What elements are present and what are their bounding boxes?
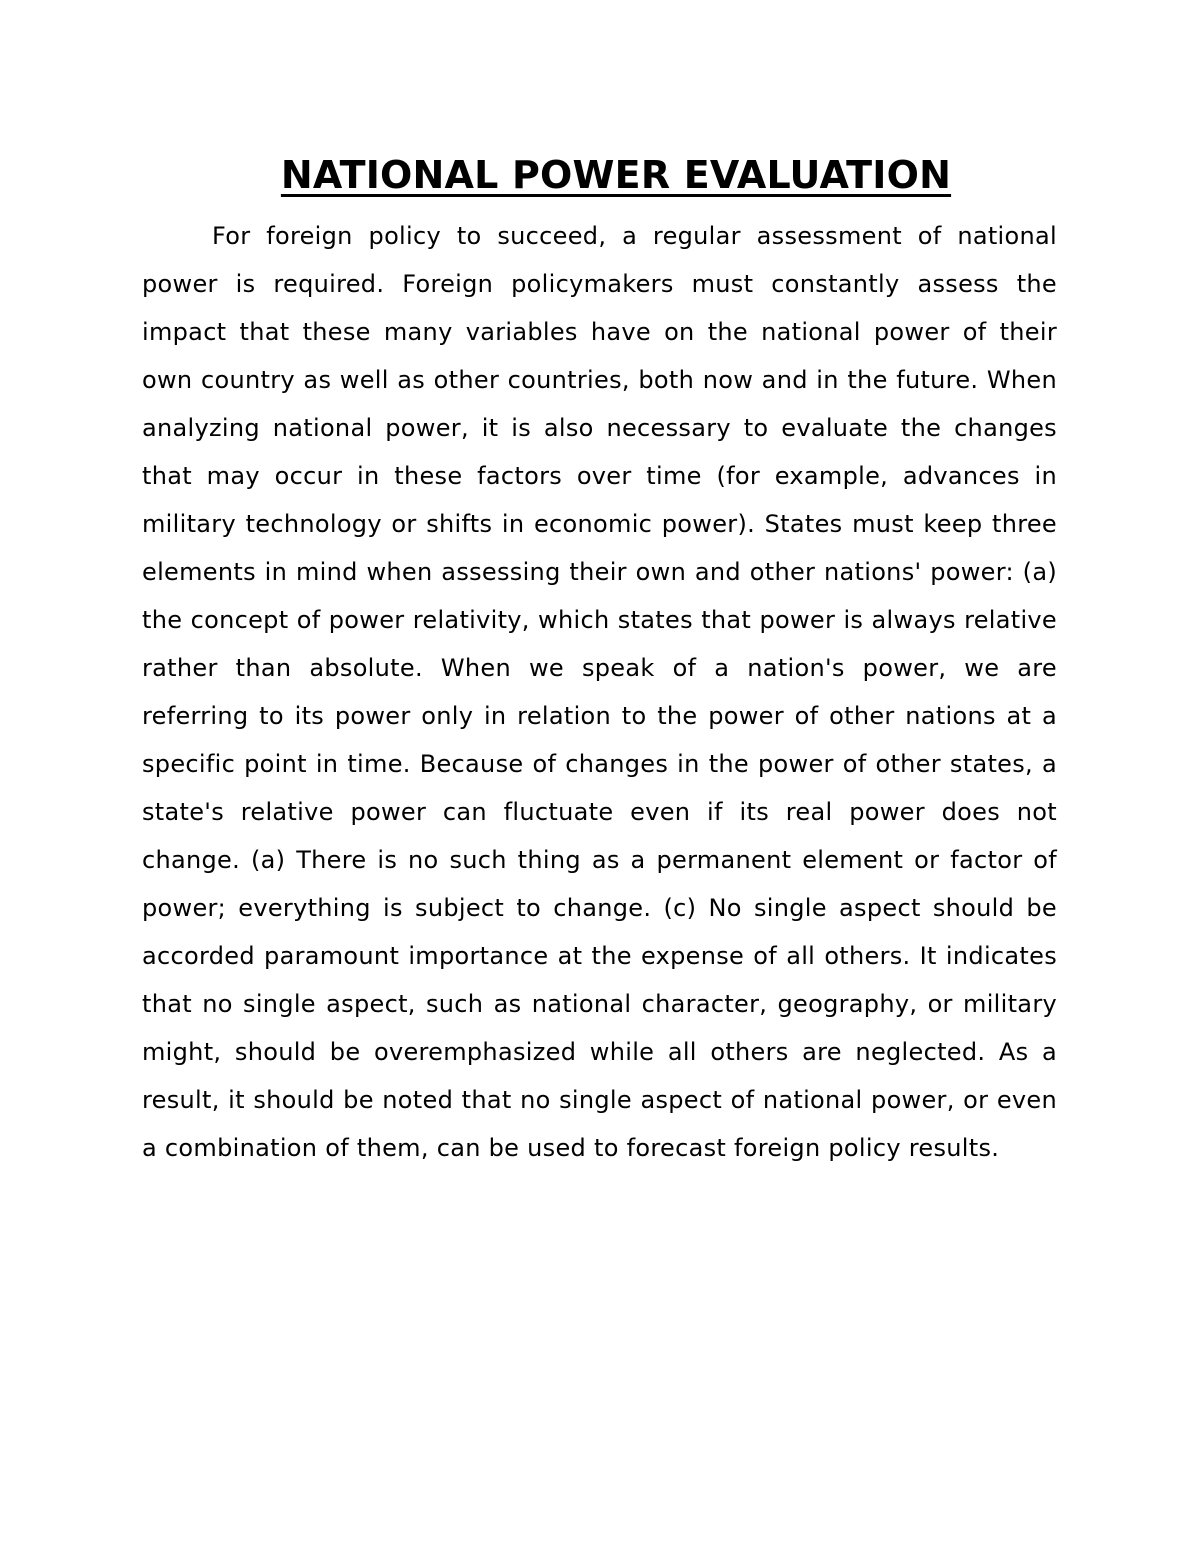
body-paragraph: For foreign policy to succeed, a regular assessment of national power is required. Foreign policymakers must constantly assess the impact that these many variables have on the national power of their own country as well as other countries, both now and in the future. When analyzing national power, it is also necessary to evaluate the changes that may occur in these factors over time (for example, advances in military technology or shifts in economic power). States must keep three elements in mind when assessing their own and other nations' power: (a) the concept of power relativity, which states that power is always relative rather than absolute. When we speak of a nation's power, we are referring to its power only in relation to the power of other nations at a specific point in time. Because of changes in the power of other states, a state's relative power can fluctuate even if its real power does not change. (a) There is no such thing as a permanent element or factor of power; everything is subject to change. (c) No single aspect should be accorded paramount importance at the expense of all others. It indicates that no single aspect, such as national character, geography, or military might, should be overemphasized while all others are neglected. As a result, it should be noted that no single aspect of national power, or even a combination of them, can be used to forecast foreign policy results. <box>142 222 1057 1162</box>
document-title: NATIONAL POWER EVALUATION <box>280 153 952 197</box>
